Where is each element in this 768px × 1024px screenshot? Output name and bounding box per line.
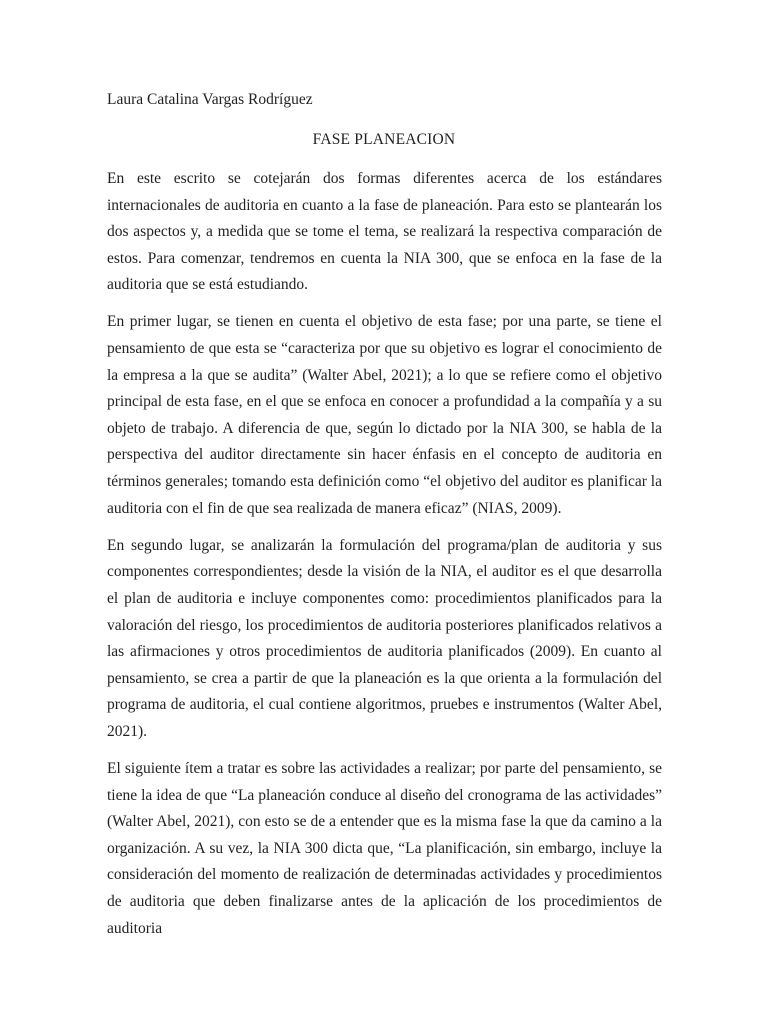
author-name: Laura Catalina Vargas Rodríguez (107, 91, 313, 108)
document-title: FASE PLANEACION (312, 131, 456, 148)
document-body (107, 166, 662, 942)
paragraph-4: El siguiente ítem a tratar es sobre las actividades a realizar; por parte del pensamiento, se tiene la idea de que “La planeación conduce al diseño del cronograma de las actividades” (Walter Abel, 2021), con esto se de a entender que es la misma fase la que da camino a la organización. A su vez, la NIA 300 dicta que, “La planificación, sin embargo, incluye la consideración del momento de realización de determinadas actividades y procedimientos de auditoria que deben finalizarse antes de la aplicación de los procedimientos de auditoria (107, 759, 662, 937)
paragraph-3: En segundo lugar, se analizarán la formulación del programa/plan de auditoria y sus componentes correspondientes; desde la visión de la NIA, el auditor es el que desarrolla el plan de auditoria e incluye componentes como: procedimientos planificados para la valoración del riesgo, los procedimientos de auditoria posteriores planificados relativos a las afirmaciones y otros procedimientos de auditoria planificados (2009). En cuanto al pensamiento, se crea a partir de que la planeación es la que orienta a la formulación del programa de auditoria, el cual contiene algoritmos, pruebes e instrumentos (Walter Abel, 2021). (107, 536, 662, 740)
paragraph-1: En este escrito se cotejarán dos formas diferentes acerca de los estándares internacionales de auditoria en cuanto a la fase de planeación. Para esto se plantearán los dos aspectos y, a medida que se tome el tema, se realizará la respectiva comparación de estos. Para comenzar, tendremos en cuenta la NIA 300, que se enfoca en la fase de la auditoria que se está estudiando. (107, 170, 662, 294)
paragraph-2: En primer lugar, se tienen en cuenta el objetivo de esta fase; por una parte, se tiene el pensamiento de que esta se “caracteriza por que su objetivo es lograr el conocimiento de la empresa a la que se audita” (Walter Abel, 2021); a lo que se refiere como el objetivo principal de esta fase, en el que se enfoca en conocer a profundidad a la compañía y a su objeto de trabajo. A diferencia de que, según lo dictado por la NIA 300, se habla de la perspectiva del auditor directamente sin hacer énfasis en el concepto de auditoria en términos generales; tomando esta definición como “el objetivo del auditor es planificar la auditoria con el fin de que sea realizada de manera eficaz” (NIAS, 2009). (107, 313, 662, 517)
